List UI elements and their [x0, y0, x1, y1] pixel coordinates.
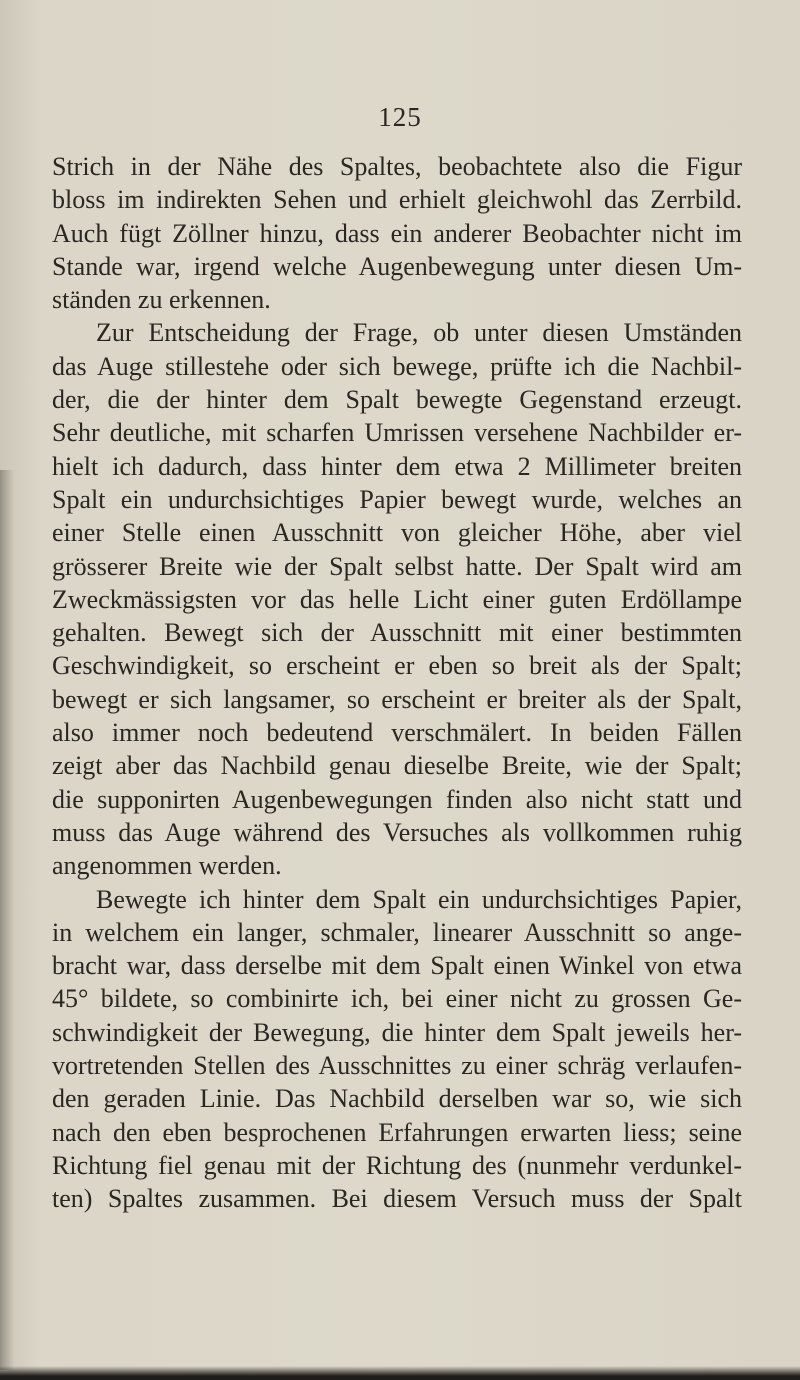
text-line: zeigt aber das Nachbild genau dieselbe Breite, wie der Spalt; [52, 751, 742, 781]
page-gutter-shadow [0, 470, 14, 1370]
text-line: Richtung fiel genau mit der Richtung des (nunmehr verdunkel- [52, 1150, 742, 1180]
text-line: das Auge stillestehe oder sich bewege, prüfte ich die Nachbil- [52, 351, 742, 381]
text-line: grösserer Breite wie der Spalt selbst hatte. Der Spalt wird am [52, 551, 742, 581]
text-line: Zweckmässigsten vor das helle Licht einer guten Erdöllampe [52, 584, 742, 614]
text-line: bloss im indirekten Sehen und erhielt gleichwohl das Zerrbild. [52, 185, 742, 215]
text-line: ten) Spaltes zusammen. Bei diesem Versuch muss der Spalt [52, 1184, 742, 1214]
text-line: Auch fügt Zöllner hinzu, dass ein anderer Beobachter nicht im [52, 218, 742, 248]
text-line: 45° bildete, so combinirte ich, bei einer nicht zu grossen Ge- [52, 984, 742, 1014]
text-line: also immer noch bedeutend verschmälert. In beiden Fällen [52, 718, 742, 748]
text-line: in welchem ein langer, schmaler, linearer Ausschnitt so ange- [52, 917, 742, 947]
text-line: schwindigkeit der Bewegung, die hinter dem Spalt jeweils her- [52, 1017, 742, 1047]
text-line: die supponirten Augenbewegungen finden also nicht statt und [52, 784, 742, 814]
text-line: bewegt er sich langsamer, so erscheint er breiter als der Spalt, [52, 684, 742, 714]
text-line: Bewegte ich hinter dem Spalt ein undurchsichtiges Papier, [96, 884, 742, 914]
text-line: der, die der hinter dem Spalt bewegte Gegenstand erzeugt. [52, 385, 742, 415]
text-line: Spalt ein undurchsichtiges Papier bewegt wurde, welches an [52, 484, 742, 514]
text-line: muss das Auge während des Versuches als vollkommen ruhig [52, 817, 742, 847]
text-line: bracht war, dass derselbe mit dem Spalt einen Winkel von etwa [52, 951, 742, 981]
text-line: einer Stelle einen Ausschnitt von gleicher Höhe, aber viel [52, 518, 742, 548]
text-line: Strich in der Nähe des Spaltes, beobachtete also die Figur [52, 152, 742, 181]
page-bottom-edge [0, 1366, 800, 1380]
text-line: den geraden Linie. Das Nachbild derselben war so, wie sich [52, 1084, 742, 1114]
body-text [52, 150, 742, 1216]
text-line: Sehr deutliche, mit scharfen Umrissen versehene Nachbilder er- [52, 418, 742, 448]
text-line: angenommen werden. [52, 851, 282, 881]
text-line: nach den eben besprochenen Erfahrungen erwarten liess; seine [52, 1117, 742, 1147]
text-line: Zur Entscheidung der Frage, ob unter diesen Umständen [96, 318, 742, 348]
text-line: hielt ich dadurch, dass hinter dem etwa 2 Millimeter breiten [52, 451, 742, 481]
page-number: 125 [378, 102, 422, 132]
text-line: Geschwindigkeit, so erscheint er eben so breit als der Spalt; [52, 651, 742, 681]
text-line: Stande war, irgend welche Augenbewegung unter diesen Um- [52, 251, 742, 281]
text-line: gehalten. Bewegt sich der Ausschnitt mit einer bestimmten [52, 618, 742, 648]
text-line: vortretenden Stellen des Ausschnittes zu einer schräg verlaufen- [52, 1051, 742, 1081]
text-line: ständen zu erkennen. [52, 285, 271, 315]
